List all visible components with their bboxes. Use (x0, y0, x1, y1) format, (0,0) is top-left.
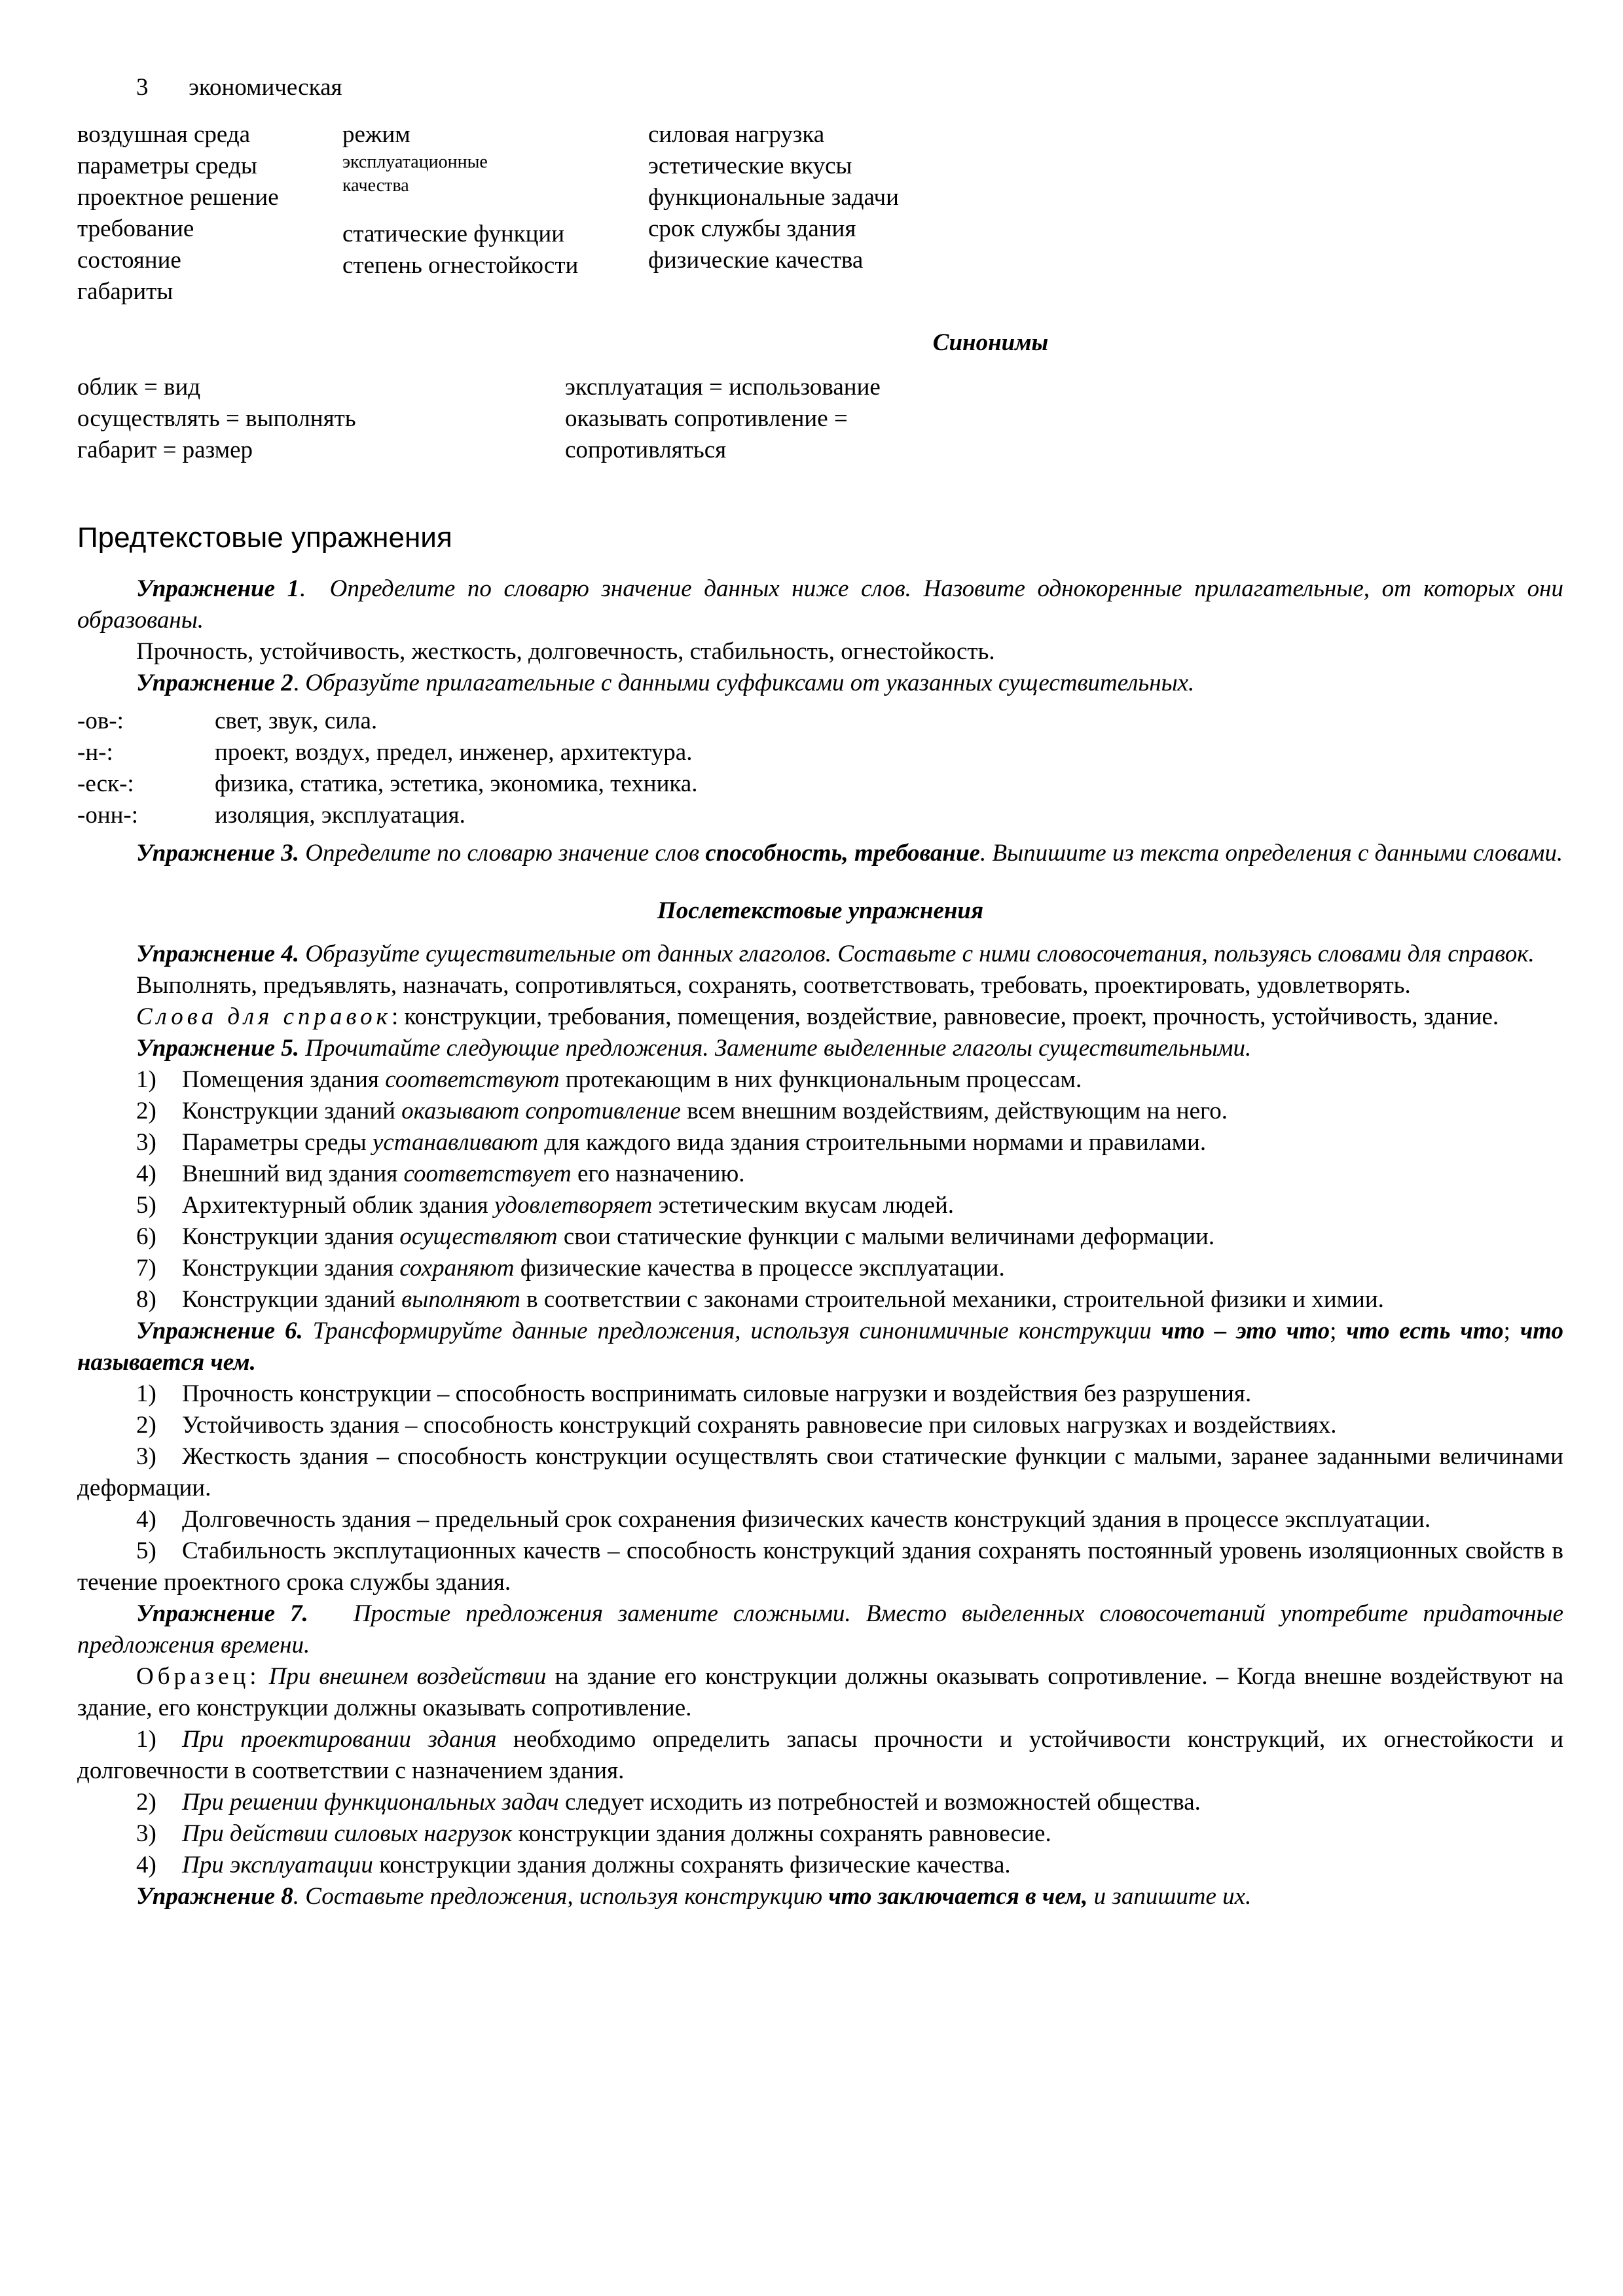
exercise-5-list (77, 1064, 1563, 1316)
list-item (77, 1127, 1563, 1158)
exercise-7-sample (77, 1661, 1563, 1724)
list-item (77, 1724, 1563, 1787)
list-item (77, 1441, 1563, 1504)
item-text: всем внешним воздействиям, действующим на него. (687, 1098, 1228, 1124)
exercise-6-list (77, 1378, 1563, 1598)
list-item (77, 1064, 1563, 1096)
item-text: конструкции здания должны сохранять равновесие. (518, 1820, 1051, 1847)
suffix: -онн-: (77, 802, 139, 829)
vocab-word: параметры среды (77, 152, 257, 179)
exercise-task: Образуйте прилагательные с данными суффиксами от указанных существительных. (305, 670, 1195, 696)
item-number: 2) (136, 1789, 156, 1816)
list-item (77, 1850, 1563, 1881)
exercise-label: Упражнение 3. (136, 840, 300, 867)
item-text: Конструкции зданий (182, 1098, 395, 1124)
exercise-task: Определите по словарю значение данных ниже слов. Назовите однокоренные прилагательные, от которых они образованы. (77, 575, 1563, 634)
suffix: -ов-: (77, 708, 124, 734)
list-item (77, 1221, 1563, 1253)
sample-text: на здание его конструкции должны оказывать сопротивление. – Когда внешне воздействуют на здание, его конструкции должны оказывать сопротивление. (77, 1663, 1564, 1721)
exercise-task: Определите по словарю значение слов (305, 840, 700, 867)
synonyms-left (77, 372, 356, 466)
item-text: Конструкции зданий (182, 1286, 395, 1313)
list-item (77, 1190, 1563, 1221)
exercise-task: Выпишите из текста определения с данными словами. (992, 840, 1563, 867)
item-text: Прочность конструкции – способность воспринимать силовые нагрузки и воздействия без разрушения. (182, 1380, 1252, 1407)
reference-label: Слова для справок (136, 1003, 392, 1030)
highlighted-phrase: При проектировании здания (182, 1726, 497, 1753)
item-number: 1) (136, 1380, 156, 1407)
suffix: -н-: (77, 739, 113, 766)
item-text: Архитектурный облик здания (182, 1192, 488, 1219)
keyword: способность (705, 840, 843, 867)
synonym-pair: габарит = размер (77, 437, 253, 463)
item-text: для каждого вида здания строительными нормами и правилами. (544, 1129, 1207, 1156)
item-text: конструкции здания должны сохранять физические качества. (379, 1852, 1011, 1878)
sample-label: Образец: (136, 1663, 261, 1690)
suffix: -еск-: (77, 770, 134, 797)
construction: что есть что (1346, 1318, 1504, 1344)
highlighted-phrase: При внешнем воздействии (268, 1663, 547, 1690)
vocab-word: требование (77, 215, 194, 242)
exercise-label: Упражнение 7. (136, 1600, 308, 1627)
synonym-pair: сопротивляться (565, 437, 727, 463)
list-item (77, 1158, 1563, 1190)
vocab-word: эстетические вкусы (648, 152, 852, 179)
exercise-label: Упражнение 4. (136, 941, 300, 967)
highlighted-verb: выполняют (401, 1286, 520, 1313)
item-text: Помещения здания (182, 1066, 379, 1093)
pretext-heading: Предтекстовые упражнения (77, 522, 452, 554)
exercise-task: Прочитайте следующие предложения. Замените выделенные глаголы существительными. (305, 1035, 1252, 1062)
synonym-pair: оказывать сопротивление = (565, 405, 848, 432)
synonym-pair: облик = вид (77, 374, 201, 401)
highlighted-phrase: При действии силовых нагрузок (182, 1820, 513, 1847)
top-line (77, 72, 1563, 103)
item-number: 3) (136, 1129, 156, 1156)
vocab-word: срок службы здания (648, 215, 856, 242)
list-item (77, 1787, 1563, 1818)
suffix-words: свет, звук, сила. (215, 708, 378, 734)
suffix-row (77, 737, 1563, 768)
exercise-label: Упражнение 8 (136, 1883, 293, 1910)
exercise-7-list (77, 1724, 1563, 1881)
exercise-8: Упражнение 8. Составьте предложения, используя конструкцию что заключается в чем, и запишите их. (136, 1883, 1252, 1910)
list-item (77, 1284, 1563, 1316)
item-text: эстетическим вкусам людей. (658, 1192, 955, 1219)
vocab-word: функциональные задачи (648, 184, 899, 211)
item-text: необходимо определить запасы прочности и устойчивости конструкций, их огнестойкости и долговечности в соответствии с назначением здания. (77, 1726, 1564, 1784)
item-text: Стабильность эксплутационных качеств – способность конструкций здания сохранять постоянный уровень изоляционных свойств в течение проектного срока службы здания. (77, 1537, 1563, 1596)
construction: что заключается в чем, (828, 1883, 1088, 1910)
synonym-pair: осуществлять = выполнять (77, 405, 356, 432)
suffix-list (77, 706, 1563, 831)
item-number: 4) (136, 1852, 156, 1878)
suffix-words: изоляция, эксплуатация. (215, 802, 465, 829)
exercise-7 (77, 1598, 1563, 1661)
item-number: 7) (136, 1255, 156, 1282)
item-number: 6) (136, 1223, 156, 1250)
vocab-word: статические функции (342, 221, 565, 247)
highlighted-verb: сохраняют (399, 1255, 515, 1282)
synonym-pair: эксплуатация = использование (565, 374, 881, 401)
top-number: 3 (136, 74, 149, 101)
item-number: 5) (136, 1537, 156, 1564)
highlighted-verb: устанавливают (372, 1129, 539, 1156)
list-item (77, 1535, 1563, 1598)
vocab-word: воздушная среда (77, 121, 251, 148)
page (77, 72, 1563, 1912)
item-text: Жесткость здания – способность конструкции осуществлять свои статические функции с малыми, заранее заданными величинами деформации. (77, 1443, 1563, 1501)
list-item (77, 1818, 1563, 1850)
exercise-task: Составьте предложения, используя конструкцию (305, 1883, 823, 1910)
suffix-row (77, 800, 1563, 831)
exercise-task: Трансформируйте данные предложения, используя синонимичные конструкции (312, 1318, 1152, 1344)
exercise-4 (77, 939, 1563, 970)
construction: что называется чем. (77, 1318, 1564, 1376)
suffix-row (77, 768, 1563, 800)
highlighted-phrase: При эксплуатации (182, 1852, 373, 1878)
list-item (77, 1096, 1563, 1127)
highlighted-verb: оказывают сопротивление (401, 1098, 681, 1124)
vocab-word-small: эксплуатационные (342, 152, 488, 172)
vocabulary-block (77, 119, 1563, 315)
vocab-word: физические качества (648, 247, 864, 274)
exercise-1: Упражнение 1. Определите по словарю значение данных ниже слов. Назовите однокоренные прилагательные, от которых они образованы. (77, 575, 1563, 634)
exercise-1-words: Прочность, устойчивость, жесткость, долговечность, стабильность, огнестойкость. (136, 638, 995, 665)
exercise-task: Простые предложения замените сложными. Вместо выделенных словосочетаний употребите придаточные предложения времени. (77, 1600, 1563, 1659)
list-item (77, 1378, 1563, 1410)
exercise-5 (77, 1033, 1563, 1064)
item-text: свои статические функции с малыми величинами деформации. (563, 1223, 1215, 1250)
item-number: 2) (136, 1098, 156, 1124)
vocab-column-3 (648, 119, 899, 276)
construction: что – это что (1161, 1318, 1330, 1344)
reference-words: конструкции, требования, помещения, воздействие, равновесие, проект, прочность, устойчивость, здание. (404, 1003, 1499, 1030)
vocab-word: габариты (77, 278, 173, 305)
vocab-column-2 (342, 119, 578, 281)
posttext-heading: Послетекстовые упражнения (657, 897, 984, 924)
vocab-word: режим (342, 121, 410, 148)
highlighted-verb: соответствуют (385, 1066, 560, 1093)
vocab-word: состояние (77, 247, 181, 274)
vocab-word-small: качества (342, 175, 409, 196)
vocab-word: степень огнестойкости (342, 252, 579, 279)
highlighted-verb: осуществляют (399, 1223, 558, 1250)
suffix-words: физика, статика, эстетика, экономика, техника. (215, 770, 698, 797)
exercise-task: Образуйте существительные от данных глаголов. Составьте с ними словосочетания, пользуясь словами для справок. (305, 941, 1535, 967)
exercise-task: и запишите их. (1093, 1883, 1252, 1910)
suffix-row (77, 706, 1563, 737)
exercise-label: Упражнение 6. (136, 1318, 303, 1344)
item-text: Конструкции здания (182, 1223, 394, 1250)
item-number: 4) (136, 1506, 156, 1533)
item-text: Внешний вид здания (182, 1160, 398, 1187)
highlighted-verb: удовлетворяет (494, 1192, 653, 1219)
item-number: 2) (136, 1412, 156, 1439)
item-text: в соответствии с законами строительной механики, строительной физики и химии. (526, 1286, 1384, 1313)
exercise-2: Упражнение 2. Образуйте прилагательные с данными суффиксами от указанных существительных. (136, 670, 1195, 696)
item-number: 1) (136, 1726, 156, 1753)
item-text: Устойчивость здания – способность конструкций сохранять равновесие при силовых нагрузках и воздействиях. (182, 1412, 1337, 1439)
item-number: 3) (136, 1443, 156, 1470)
exercise-6: Упражнение 6. Трансформируйте данные предложения, используя синонимичные конструкции что – это что; что есть что; что называется чем. (77, 1318, 1564, 1376)
vocab-word: силовая нагрузка (648, 121, 825, 148)
item-text: его назначению. (577, 1160, 745, 1187)
item-text: протекающим в них функциональным процессам. (565, 1066, 1082, 1093)
item-number: 8) (136, 1286, 156, 1313)
suffix-words: проект, воздух, предел, инженер, архитектура. (215, 739, 693, 766)
list-item (77, 1504, 1563, 1535)
vocab-word: проектное решение (77, 184, 279, 211)
list-item (77, 1253, 1563, 1284)
exercise-label: Упражнение 1 (136, 575, 300, 602)
list-item (77, 1410, 1563, 1441)
keyword: требование (854, 840, 980, 867)
synonyms-title: Синонимы (932, 329, 1049, 356)
highlighted-verb: соответствует (403, 1160, 572, 1187)
item-number: 3) (136, 1820, 156, 1847)
item-number: 4) (136, 1160, 156, 1187)
exercise-4-reference: Слова для справок: конструкции, требования, помещения, воздействие, равновесие, проект, прочность, устойчивость, здание. (136, 1003, 1499, 1030)
exercise-4-verbs: Выполнять, предъявлять, назначать, сопротивляться, сохранять, соответствовать, требовать, проектировать, удовлетворять. (136, 972, 1411, 999)
top-word: экономическая (189, 74, 342, 101)
synonyms-right (565, 372, 881, 466)
exercise-label: Упражнение 2 (136, 670, 293, 696)
item-text: физические качества в процессе эксплуатации. (520, 1255, 1005, 1282)
item-text: Долговечность здания – предельный срок сохранения физических качеств конструкций здания в процессе эксплуатации. (182, 1506, 1431, 1533)
highlighted-phrase: При решении функциональных задач (182, 1789, 559, 1816)
item-text: Параметры среды (182, 1129, 367, 1156)
item-number: 1) (136, 1066, 156, 1093)
vocab-column-1 (77, 119, 279, 308)
exercise-label: Упражнение 5. (136, 1035, 300, 1062)
synonyms-block (77, 372, 1563, 470)
item-number: 5) (136, 1192, 156, 1219)
item-text: следует исходить из потребностей и возможностей общества. (564, 1789, 1201, 1816)
exercise-3: Упражнение 3. Определите по словарю значение слов способность, требование. Выпишите из текста определения с данными словами. (136, 840, 1563, 867)
item-text: Конструкции здания (182, 1255, 394, 1282)
